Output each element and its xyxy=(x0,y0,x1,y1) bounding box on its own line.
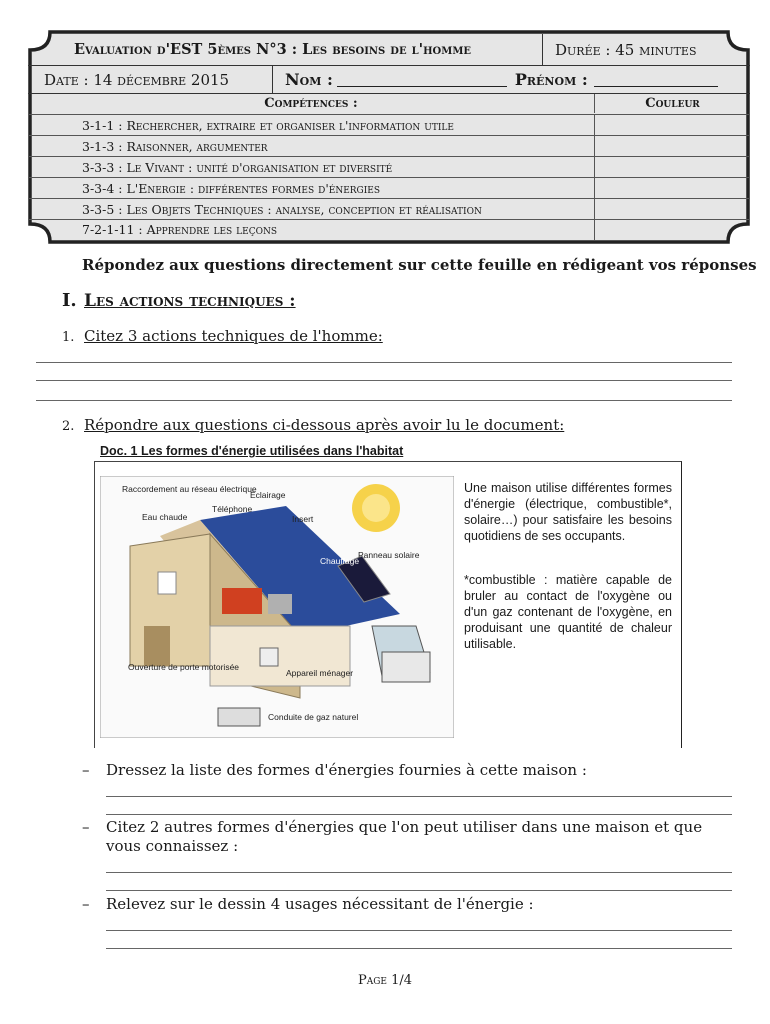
dash: – xyxy=(82,761,90,779)
duration: Durée : 45 minutes xyxy=(542,34,750,65)
name-field[interactable] xyxy=(337,72,507,87)
couleur-cell[interactable] xyxy=(594,199,751,220)
page-number: Page 1/4 xyxy=(357,973,413,988)
competence-row xyxy=(28,135,750,156)
competence-row xyxy=(28,114,750,135)
section-title: Les actions techniques : xyxy=(84,291,296,311)
label-eclairage: Éclairage xyxy=(250,490,286,500)
competence-row xyxy=(28,156,750,177)
name-fields xyxy=(272,66,750,93)
question-number: 1. xyxy=(62,330,75,345)
label-eau: Eau chaude xyxy=(142,512,188,522)
competence-label: 3-1-1 : Rechercher, extraire et organiser l'information utile xyxy=(82,118,454,133)
question-text: Répondre aux questions ci-dessous après avoir lu le document: xyxy=(84,416,565,434)
couleur-cell[interactable] xyxy=(594,136,751,157)
competence-label: 3-1-3 : Raisonner, argumenter xyxy=(82,139,268,154)
answer-line[interactable] xyxy=(36,380,732,381)
couleur-cell[interactable] xyxy=(594,220,751,240)
couleur-label: Couleur xyxy=(594,94,750,113)
competence-row xyxy=(28,198,750,219)
label-raccordement: Raccordement au réseau électrique xyxy=(122,484,257,494)
header-row-identity xyxy=(28,66,750,94)
instruction: Répondez aux questions directement sur cette feuille en rédigeant vos réponses xyxy=(82,256,757,274)
header-box xyxy=(28,30,750,244)
firstname-label: Prénom : xyxy=(514,70,588,89)
answer-line[interactable] xyxy=(106,872,732,873)
dash: – xyxy=(82,818,90,836)
competence-label: 3-3-5 : Les Objets Techniques : analyse, conception et réalisation xyxy=(82,202,482,217)
doc-caption: Doc. 1 Les formes d'énergie utilisées dans l'habitat xyxy=(100,444,404,458)
evaluation-title: Evaluation d'EST 5èmes N°3 : Les besoins de l'homme xyxy=(74,41,472,58)
sub-question-text: Citez 2 autres formes d'énergies que l'on peut utiliser dans une maison et que vous connaissez : xyxy=(106,818,703,855)
name-label: Nom : xyxy=(285,70,333,89)
heating-icon xyxy=(222,588,262,614)
answer-line[interactable] xyxy=(106,948,732,949)
label-panneau: Panneau solaire xyxy=(358,550,420,560)
competences-header xyxy=(28,94,750,113)
competence-label: 3-3-4 : L'Energie : différentes formes d'énergies xyxy=(82,181,381,196)
date: Date : 14 décembre 2015 xyxy=(44,70,230,89)
house-illustration xyxy=(100,476,454,738)
section-number: I. xyxy=(62,290,77,311)
label-appareil: Appareil ménager xyxy=(286,668,354,678)
couleur-cell[interactable] xyxy=(594,178,751,199)
competence-label: 3-3-3 : Le Vivant : unité d'organisation et diversité xyxy=(82,160,393,175)
competence-row xyxy=(28,219,750,239)
answer-line[interactable] xyxy=(36,400,732,401)
sub-question-text: Dressez la liste des formes d'énergies fournies à cette maison : xyxy=(106,761,587,779)
doc-text: Une maison utilise différentes formes d'énergie (électrique, combustible*, solaire…) pour satisfaire les besoins quotidiens de ses occupants. xyxy=(464,481,672,543)
label-insert: Insert xyxy=(292,514,314,524)
label-chauffage: Chauffage xyxy=(320,556,360,566)
motorized-door-icon xyxy=(144,626,170,666)
answer-line[interactable] xyxy=(106,814,732,815)
sub-question-text: Relevez sur le dessin 4 usages nécessitant de l'énergie : xyxy=(106,895,534,913)
gas-pipe-icon xyxy=(218,708,260,726)
couleur-cell[interactable] xyxy=(594,115,751,136)
label-telephone: Téléphone xyxy=(212,504,253,514)
question-text: Citez 3 actions techniques de l'homme: xyxy=(84,327,383,345)
header-row-title xyxy=(28,34,750,66)
question-number: 2. xyxy=(62,419,75,434)
firstname-field[interactable] xyxy=(594,72,718,87)
appliance-icon xyxy=(260,648,278,666)
competence-label: 7-2-1-11 : Apprendre les leçons xyxy=(82,222,278,237)
dash: – xyxy=(82,895,90,913)
competence-row xyxy=(28,177,750,198)
competences-label: Compétences : xyxy=(264,96,358,111)
label-conduite: Conduite de gaz naturel xyxy=(268,712,359,722)
answer-line[interactable] xyxy=(106,930,732,931)
doc-footnote: *combustible : matière capable de bruler au contact de l'oxygène ou d'un gaz contenant de l'oxygène, en produisant une quantité de chaleur utilisable. xyxy=(464,573,672,651)
answer-line[interactable] xyxy=(106,890,732,891)
couleur-cell[interactable] xyxy=(594,157,751,178)
answer-line[interactable] xyxy=(106,796,732,797)
label-ouverture: Ouverture de porte motorisée xyxy=(128,662,240,672)
answer-line[interactable] xyxy=(36,362,732,363)
